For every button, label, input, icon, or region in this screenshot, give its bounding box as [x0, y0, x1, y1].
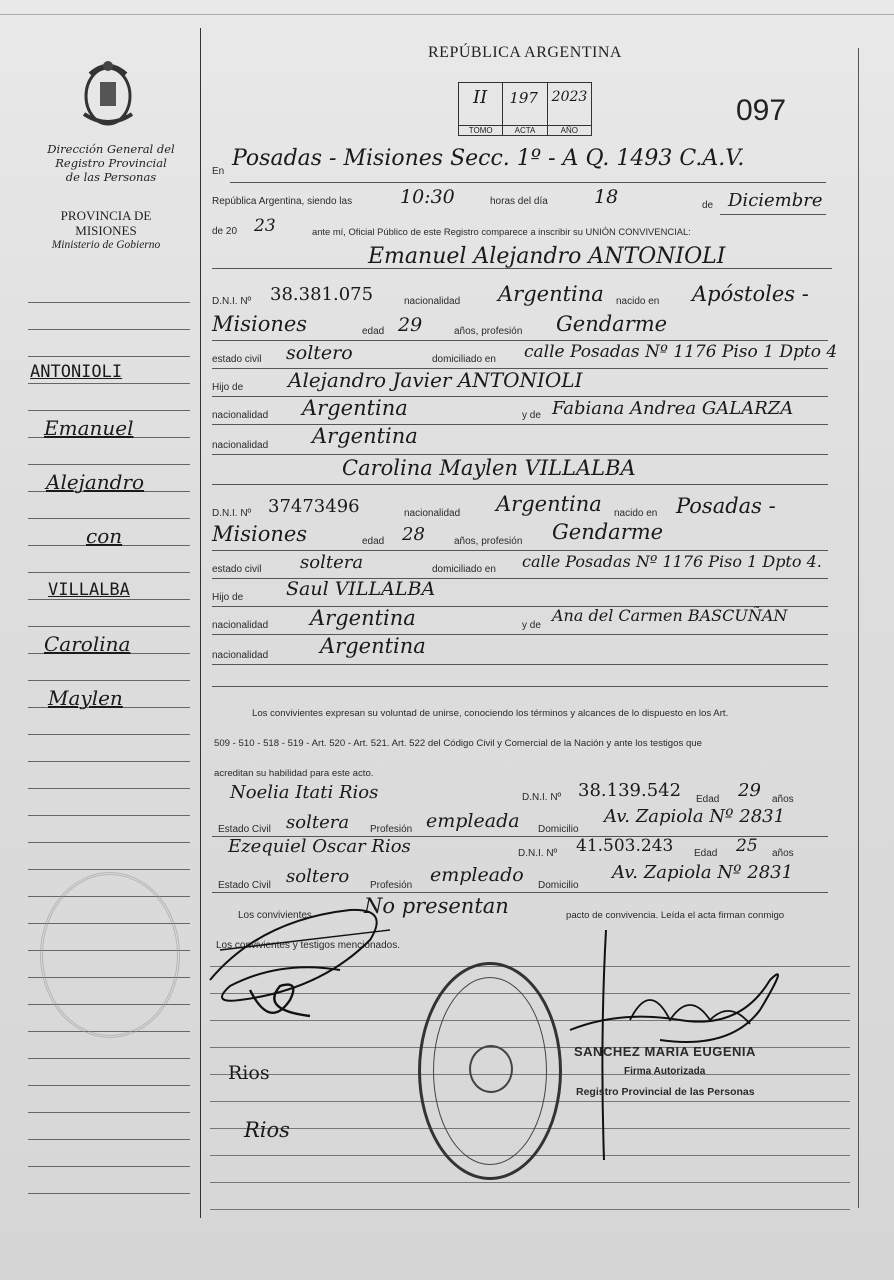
label-profesion: años, profesión — [454, 326, 523, 337]
p2-estado: soltera — [300, 552, 364, 573]
label-nac: nacionalidad — [212, 620, 269, 631]
w2-dom: Av. Zapiola Nº 2831 — [612, 862, 794, 883]
label-nac: nacionalidad — [404, 296, 461, 307]
place: Posadas - Misiones Secc. 1º - A Q. 1493 C.A.V. — [232, 146, 745, 171]
side-rule — [28, 815, 190, 816]
side-name-3: Carolina — [44, 632, 131, 656]
w2-edad: 25 — [736, 836, 758, 856]
anio-escrito: 23 — [254, 216, 276, 236]
label-domicilio: domiciliado en — [432, 354, 496, 365]
p1-dom: calle Posadas Nº 1176 Piso 1 Dpto 4 — [524, 342, 838, 362]
side-rule — [28, 572, 190, 573]
w2-nombre: Ezequiel Oscar Rios — [228, 836, 411, 857]
rule — [212, 454, 828, 455]
label-profesion: años, profesión — [454, 536, 523, 547]
province-title — [36, 208, 176, 253]
right-border — [858, 48, 859, 1208]
w1-dom: Av. Zapiola Nº 2831 — [604, 806, 786, 827]
p1-padre-nac: Argentina — [302, 396, 408, 420]
rule — [212, 550, 828, 551]
w2-prof: empleado — [430, 864, 524, 886]
p1-madre-nac: Argentina — [312, 424, 418, 448]
firma-autorizada: Firma Autorizada — [624, 1066, 706, 1077]
tomo-value: II — [473, 87, 488, 108]
label-nac: nacionalidad — [212, 650, 269, 661]
hora: 10:30 — [400, 186, 455, 208]
label-nacido: nacido en — [614, 508, 658, 519]
witness-signature-2: Rios — [244, 1118, 290, 1142]
w1-estado: soltera — [286, 812, 350, 833]
faint-seal-stamp — [40, 872, 180, 1038]
p2-dni: 37473496 — [268, 496, 360, 517]
side-name-4: Maylen — [48, 686, 123, 710]
delegation-seal-stamp — [418, 962, 562, 1180]
agency-line-2: Registro Provincial — [55, 156, 167, 170]
p2-madre-nac: Argentina — [320, 634, 426, 658]
rule — [230, 182, 826, 183]
tomo-label: TOMO — [459, 125, 502, 135]
w1-nombre: Noelia Itati Rios — [230, 782, 379, 803]
side-rule — [28, 680, 190, 681]
registro-provincial: Registro Provincial de las Personas — [576, 1086, 755, 1098]
side-rule — [28, 788, 190, 789]
acta-value: 197 — [509, 89, 538, 107]
side-rule — [28, 1166, 190, 1167]
closing-text: Los convivientes y testigos mencionados. — [216, 940, 400, 951]
label-profesion: Profesión — [370, 824, 413, 835]
label-domicilio: Domicilio — [538, 880, 579, 891]
label-edad: Edad — [694, 848, 718, 859]
legal-line-3: acreditan su habilidad para este acto. — [214, 768, 374, 779]
side-name-2: Alejandro — [46, 470, 145, 494]
label-estado-civil: estado civil — [212, 564, 262, 575]
label-de: de — [702, 200, 714, 211]
rule — [212, 686, 828, 687]
label-nac: nacionalidad — [404, 508, 461, 519]
w1-prof: empleada — [426, 810, 520, 832]
p2-edad: 28 — [402, 524, 425, 545]
side-rule — [28, 1058, 190, 1059]
p1-dni: 38.381.075 — [270, 284, 374, 305]
p2-padre: Saul VILLALBA — [286, 578, 436, 600]
legal-line-1: Los convivientes expresan su voluntad de unirse, conociendo los términos y alcances de lo dispuesto en los Art. — [252, 708, 729, 719]
dia: 18 — [594, 186, 619, 208]
label-nacido: nacido en — [616, 296, 660, 307]
rule — [212, 340, 828, 341]
rule — [212, 484, 828, 485]
side-connector: con — [86, 524, 123, 548]
side-rule — [28, 302, 190, 303]
p2-prov: Misiones — [212, 522, 308, 546]
label-profesion: Profesión — [370, 880, 413, 891]
side-name-1: Emanuel — [44, 416, 134, 440]
rule — [212, 268, 832, 269]
label-domicilio: domiciliado en — [432, 564, 496, 575]
label-dni: D.N.I. Nº — [212, 296, 252, 307]
side-rule — [28, 626, 190, 627]
rule — [212, 664, 828, 665]
label-los-convivientes: Los convivientes — [238, 910, 312, 921]
label-hijo-de: Hijo de — [212, 382, 244, 393]
label-de-20: de 20 — [212, 226, 238, 237]
side-rule — [28, 1139, 190, 1140]
side-rule — [28, 1085, 190, 1086]
registry-box — [458, 82, 592, 136]
label-edad: edad — [362, 536, 385, 547]
anio-cell — [548, 83, 591, 135]
p1-prof: Gendarme — [556, 312, 668, 336]
side-rule — [28, 410, 190, 411]
side-rule — [28, 383, 190, 384]
rule — [212, 634, 828, 635]
official-name: SANCHEZ MARIA EUGENIA — [574, 1044, 756, 1059]
label-edad: Edad — [696, 794, 720, 805]
province-line-2: MISIONES — [75, 223, 137, 238]
agency-title — [36, 142, 186, 184]
side-rule — [28, 761, 190, 762]
side-surname-2: VILLALBA — [48, 580, 130, 600]
top-edge — [0, 14, 894, 15]
agency-line-1: Dirección General del — [47, 142, 175, 156]
pacto-value: No presentan — [364, 894, 509, 918]
w1-dni: 38.139.542 — [578, 780, 682, 801]
p1-estado: soltero — [286, 342, 353, 364]
label-dni: D.N.I. Nº — [212, 508, 252, 519]
label-estado-civil: estado civil — [212, 354, 262, 365]
agency-line-3: de las Personas — [65, 170, 157, 184]
label-y-de: y de — [522, 620, 541, 631]
label-nac: nacionalidad — [212, 440, 269, 451]
p2-nombre: Carolina Maylen VILLALBA — [342, 456, 636, 480]
side-rule — [28, 842, 190, 843]
legal-line-2: 509 - 510 - 518 - 519 - Art. 520 - Art. 521. Art. 522 del Código Civil y Comercial de la Nación y ante los testigos que — [214, 738, 702, 749]
label-oficial: ante mí, Oficial Público de este Registro comparece a inscribir su UNIÓN CONVIVENCIAL: — [312, 226, 691, 237]
label-edad: edad — [362, 326, 385, 337]
p1-nac: Argentina — [498, 282, 604, 306]
side-rule — [28, 329, 190, 330]
label-estado-civil: Estado Civil — [218, 880, 271, 891]
label-dni: D.N.I. Nº — [518, 848, 558, 859]
p1-nacido: Apóstoles - — [692, 282, 809, 306]
label-anios: años — [772, 848, 794, 859]
ministry-line: Ministerio de Gobierno — [51, 239, 161, 251]
body-rule — [210, 1182, 850, 1183]
side-rule — [28, 518, 190, 519]
anio-label: AÑO — [548, 125, 591, 135]
p2-madre: Ana del Carmen BASCUÑAN — [552, 606, 788, 625]
label-siendo: República Argentina, siendo las — [212, 196, 353, 207]
side-rule — [28, 869, 190, 870]
label-anios: años — [772, 794, 794, 805]
p1-prov: Misiones — [212, 312, 308, 336]
p1-nombre: Emanuel Alejandro ANTONIOLI — [368, 244, 726, 269]
rule — [720, 214, 826, 215]
label-estado-civil: Estado Civil — [218, 824, 271, 835]
label-horas-del-dia: horas del día — [490, 196, 548, 207]
mes: Diciembre — [728, 190, 823, 211]
coat-of-arms-logo — [76, 54, 140, 132]
republic-title: REPÚBLICA ARGENTINA — [428, 44, 622, 61]
p2-dom: calle Posadas Nº 1176 Piso 1 Dpto 4. — [522, 552, 822, 571]
side-rule — [28, 734, 190, 735]
label-en: En — [212, 166, 225, 177]
folio-number: 097 — [736, 94, 787, 127]
p1-padre: Alejandro Javier ANTONIOLI — [288, 368, 583, 392]
w1-edad: 29 — [738, 780, 761, 801]
province-line-1: PROVINCIA DE — [60, 208, 152, 223]
label-hijo-de: Hijo de — [212, 592, 244, 603]
side-surname-1: ANTONIOLI — [30, 362, 123, 382]
side-rule — [28, 356, 190, 357]
body-rule — [210, 1209, 850, 1210]
side-rule — [28, 1193, 190, 1194]
rule — [212, 424, 828, 425]
p2-nac: Argentina — [496, 492, 602, 516]
side-rule — [28, 1112, 190, 1113]
label-nac: nacionalidad — [212, 410, 269, 421]
p1-madre: Fabiana Andrea GALARZA — [552, 398, 794, 419]
label-y-de: y de — [522, 410, 541, 421]
label-pacto: pacto de convivencia. Leída el acta firman conmigo — [566, 910, 785, 921]
w2-estado: soltero — [286, 866, 350, 887]
acta-label: ACTA — [503, 125, 546, 135]
p1-edad: 29 — [398, 314, 423, 336]
p2-padre-nac: Argentina — [310, 606, 416, 630]
acta-cell — [503, 83, 547, 135]
anio-value: 2023 — [551, 89, 588, 105]
label-dni: D.N.I. Nº — [522, 792, 562, 803]
witness-signature-1: Rios — [228, 1062, 270, 1084]
convivientes-signature — [200, 890, 410, 1040]
tomo-cell — [459, 83, 503, 135]
w2-dni: 41.503.243 — [576, 836, 674, 856]
p2-nacido: Posadas - — [676, 494, 776, 518]
side-rule — [28, 464, 190, 465]
p2-prof: Gendarme — [552, 520, 664, 544]
label-domicilio: Domicilio — [538, 824, 579, 835]
